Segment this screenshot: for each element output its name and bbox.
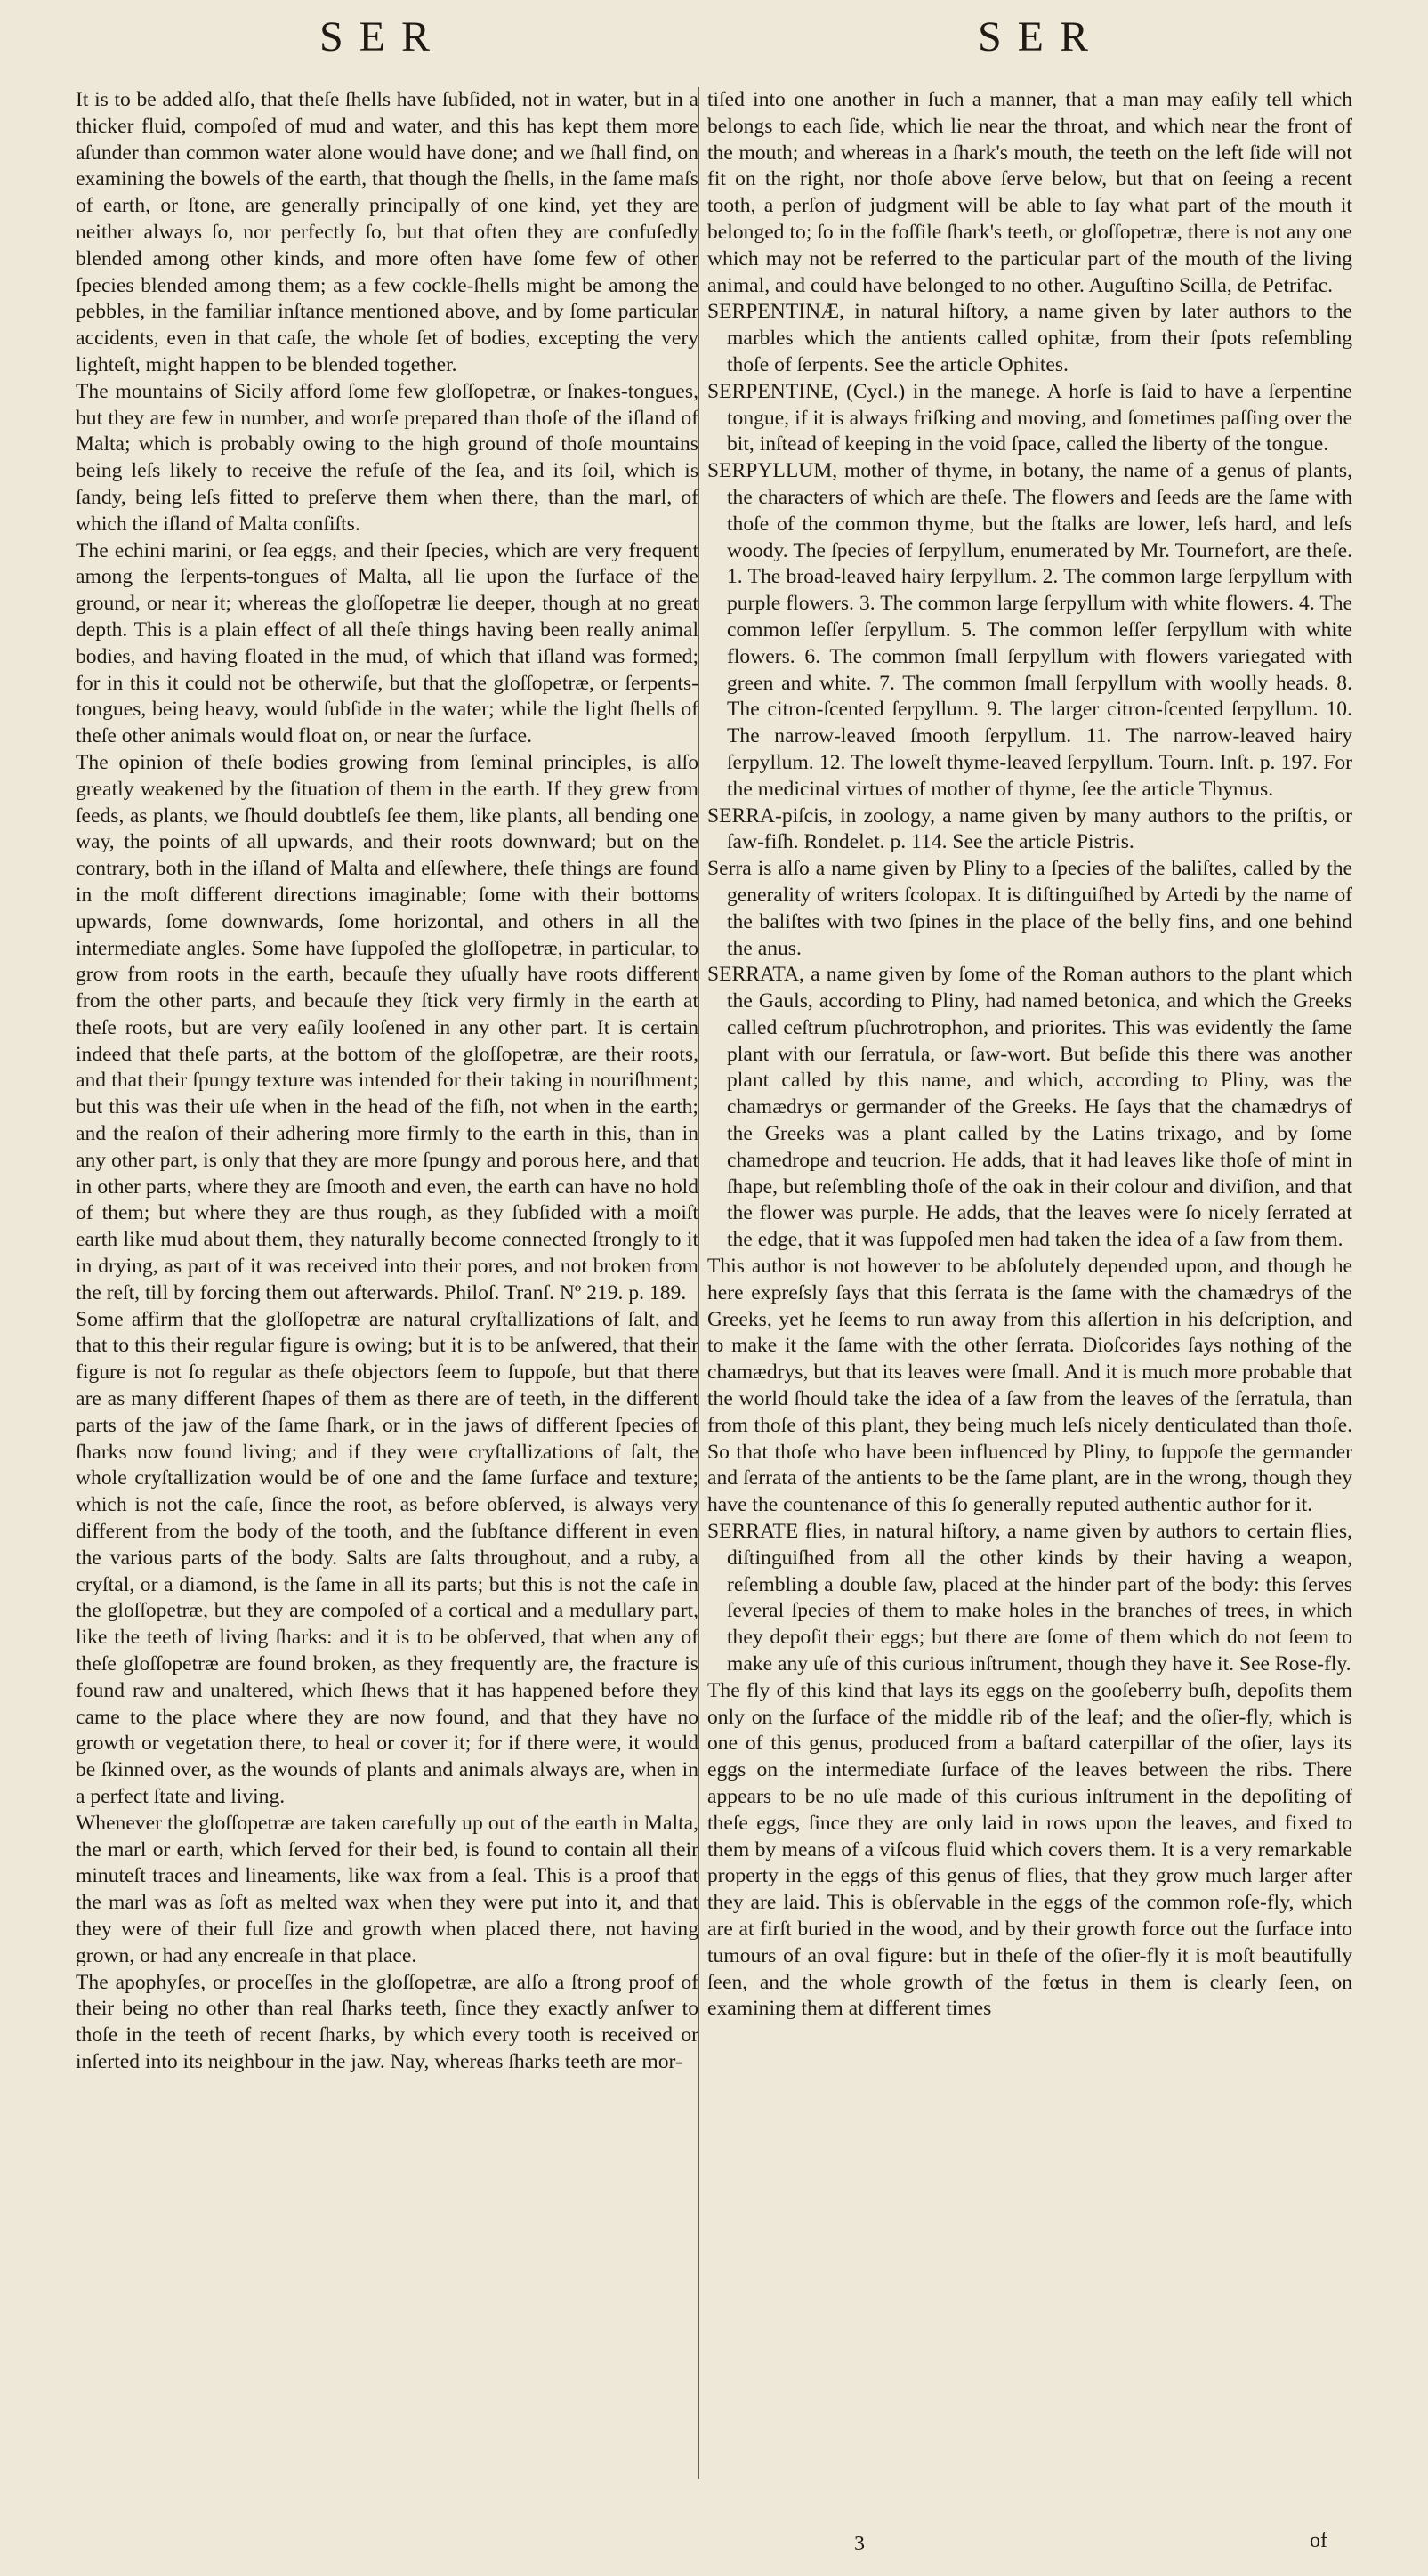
paragraph: It is to be added alſo, that theſe ſhells have ſubſided, not in water, but in a thicker fluid, compoſed of mud and water, and this has kept them more aſunder than common water alone would have done; and we ſhall find, on examining the bowels of the earth, that though the ſhells, in the ſame maſs of earth, or ſtone, are generally principally of one kind, yet they are neither always ſo, nor perfectly ſo, but that often they are confuſedly blended among other kinds, and more often have ſome few of other ſpecies blended among them; as a few cockle-ſhells might be among the pebbles, in the familiar inſtance mentioned above, and by ſome particular accidents, even in that caſe, the whole ſet of bodies, excepting the very lighteſt, might happen to be blended together. xyxy=(76,88,698,376)
entry-serrate-flies: SERRATE flies, in natural hiſtory, a name given by authors to certain flies, diſtinguiſhed from all the other kinds by their having a weapon, reſembling a double ſaw, placed at the hinder part of the body: this ſerves ſeveral ſpecies of them to make holes in the branches of trees, in which they depoſit their eggs; but there are ſome of them which do not ſeem to make any uſe of this curious inſtrument, though they have it. See Rose-fly. xyxy=(707,1520,1352,1676)
running-head-left: SER xyxy=(319,13,447,61)
entry-serrata: SERRATA, a name given by ſome of the Roman authors to the plant which the Gauls, according to Pliny, had named betonica, and which the Greeks called ceſtrum pſuchrotrophon, and priorites. This was evidently the ſame plant with our ſerratula, or ſaw-wort. But beſide this there was another plant called by this name, and which, according to Pliny, was the chamædrys or germander of the Greeks. He ſays that the chamædrys of the Greeks was a plant called by the Latins trixago, and by ſome chamedrope and teucrion. He adds, that it had leaves like thoſe of mint in ſhape, but reſembling thoſe of the oak in their colour and diviſion, and that the flower was purple. He adds, that the leaves were ſo nicely ſerrated at the edge, that it was ſuppoſed men had taken the idea of a ſaw from them. xyxy=(707,963,1352,1252)
right-column xyxy=(707,87,1352,2023)
paragraph: tiſed into one another in ſuch a manner, that a man may eaſily tell which belongs to each ſide, which lie near the throat, and which near the front of the mouth; and whereas in a ſhark's mouth, the teeth on the left ſide will not fit on the right, nor thoſe above ſerve below, but that on ſeeing a recent tooth, a perſon of judgment will be able to ſay what part of the mouth it belonged to; ſo in the foſſile ſhark's teeth, or gloſſopetræ, there is not any one which may not be referred to the particular part of the mouth of the living animal, and could have belonged to no other. Auguſtino Scilla, de Petrifac. xyxy=(707,88,1352,297)
paragraph: The apophyſes, or proceſſes in the gloſſopetræ, are alſo a ſtrong proof of their being no other than real ſharks teeth, ſince they exactly anſwer to thoſe in the teeth of recent ſharks, by which every tooth is received or inſerted into its neighbour in the jaw. Nay, whereas ſharks teeth are mor- xyxy=(76,1970,698,2073)
column-rule xyxy=(698,87,699,2479)
paragraph: Whenever the gloſſopetræ are taken carefully up out of the earth in Malta, the marl or earth, which ſerved for their bed, is found to contain all their minuteſt traces and lineaments, like wax from a ſeal. This is a proof that the marl was as ſoft as melted wax when they were put into it, and that they were of their full ſize and growth when placed there, not having grown, or had any encreaſe in that place. xyxy=(76,1811,698,1967)
entry-serpentinae: SERPENTINÆ, in natural hiſtory, a name given by later authors to the marbles which the antients called ophitæ, from their ſpots reſembling thoſe of ſerpents. See the article Ophites. xyxy=(707,300,1352,376)
entry-serpyllum: SERPYLLUM, mother of thyme, in botany, the name of a genus of plants, the characters of which are theſe. The flowers and ſeeds are the ſame with thoſe of the common thyme, but the ſtalks are lower, leſs hard, and leſs woody. The ſpecies of ſerpyllum, enumerated by Mr. Tournefort, are theſe. 1. The broad-leaved hairy ſerpyllum. 2. The common large ſerpyllum with purple flowers. 3. The common large ſerpyllum with white flowers. 4. The common leſſer ſerpyllum. 5. The common leſſer ſerpyllum with white flowers. 6. The common ſmall ſerpyllum with flowers variegated with green and white. 7. The common ſmall ſerpyllum with woolly heads. 8. The citron-ſcented ſerpyllum. 9. The larger citron-ſcented ſerpyllum. 10. The narrow-leaved ſmooth ſerpyllum. 11. The narrow-leaved hairy ſerpyllum. 12. The loweſt thyme-leaved ſerpyllum. Tourn. Inſt. p. 197. For the medicinal virtues of mother of thyme, ſee the article Thymus. xyxy=(707,459,1352,801)
entry-serpentine: SERPENTINE, (Cycl.) in the manege. A horſe is ſaid to have a ſerpentine tongue, if it is always friſking and moving, and ſometimes paſſing over the bit, inſtead of keeping in the void ſpace, called the liberty of the tongue. xyxy=(707,379,1352,456)
left-column xyxy=(76,87,698,2076)
running-head-right: SER xyxy=(977,13,1105,61)
entry-serra: Serra is alſo a name given by Pliny to a ſpecies of the baliſtes, called by the generality of writers ſcolopax. It is diſtinguiſhed by Artedi by the name of the baliſtes with two ſpines in the place of the belly fins, and one behind the anus. xyxy=(707,857,1352,960)
paragraph: The opinion of theſe bodies growing from ſeminal principles, is alſo greatly weakened by the ſituation of them in the earth. If they grew from ſeeds, as plants, we ſhould doubtleſs ſee them, like plants, all bending one way, the points of all upwards, and their roots downward; but on the contrary, both in the iſland of Malta and elſewhere, theſe things are found in the moſt different directions imaginable; ſome with their bottoms upwards, ſome downwards, ſome horizontal, and others in all the intermediate angles. Some have ſuppoſed the gloſſopetræ, in particular, to grow from roots in the earth, becauſe they uſually have roots different from the other parts, and becauſe they ſtick very firmly in the earth at theſe roots, but are very eaſily looſened in any other part. It is certain indeed that theſe parts, at the bottom of the gloſſopetræ, are their roots, and that their ſpungy texture was intended for their taking in nouriſhment; but this was their uſe when in the head of the fiſh, not when in the earth; and the reaſon of their adhering more firmly to the earth in this, than in any other part, is only that they are more ſpungy and porous here, and that in other parts, where they are ſmooth and even, the earth can have no hold of them; but where they are thus rough, as they ſubſided with a moiſt earth like mud about them, they naturally become connected ſtrongly to it in drying, as part of it was received into their pores, and not broken from the reſt, till by forcing them out afterwards. Philoſ. Tranſ. Nº 219. p. 189. xyxy=(76,750,698,1304)
catchword: of xyxy=(1310,2529,1327,2552)
paragraph: This author is not however to be abſolutely depended upon, and though he here expreſsly ſays that this ſerrata is the ſame with the chamædrys of the Greeks, yet he ſeems to run away from this aſſertion in his deſcription, and to make it the ſame with the other ſerrata. Dioſcorides ſays nothing of the chamædrys, but that its leaves were ſmall. And it is much more probable that the world ſhould take the idea of a ſaw from the leaves of the ſerratula, than from thoſe of this plant, they being much leſs nicely denticulated than thoſe. So that thoſe who have been influenced by Pliny, to ſuppoſe the germander and ſerrata of the antients to be the ſame plant, are in the wrong, though they have the countenance of this ſo generally reputed authentic author for it. xyxy=(707,1255,1352,1517)
paragraph: Some affirm that the gloſſopetræ are natural cryſtallizations of ſalt, and that to this their regular figure is owing; but it is to be anſwered, that their figure is not ſo regular as theſe objectors ſeem to ſuppoſe, but that there are as many different ſhapes of them as there are of teeth, in the different parts of the jaw of the ſame ſhark, or in the jaws of different ſpecies of ſharks now found living; and if they were cryſtallizations of ſalt, the whole cryſtallization would be of one and the ſame ſurface and texture; which is not the caſe, ſince the root, as before obſerved, is always very different from the body of the tooth, and the ſubſtance different in even the various parts of the body. Salts are ſalts throughout, and a ruby, a cryſtal, or a diamond, is the ſame in all its parts; but this is not the caſe in the gloſſopetræ, but they are compoſed of a cortical and a medullary part, like the teeth of living ſharks: and it is to be obſerved, that when any of theſe gloſſopetræ are found broken, as they frequently are, the fracture is found raw and unaltered, which ſhews that it has happened before they came to the place where they are now found, and that they have no growth or vegetation there, to heal or cover it; for if there were, it would be ſkinned over, as the wounds of plants and animals always are, when in a perfect ſtate and living. xyxy=(76,1307,698,1808)
paragraph: The echini marini, or ſea eggs, and their ſpecies, which are very frequent among the ſerpents-tongues of Malta, all lie upon the ſurface of the ground, or near it; whereas the gloſſopetræ lie deeper, though at no great depth. This is a plain effect of all theſe things having been really animal bodies, and having floated in the mud, of which that iſland was formed; for in this it could not be otherwiſe, but that the gloſſopetræ, or ſerpents-tongues, being heavy, would ſubſide in the water; while the light ſhells of theſe other animals would float on, or near the ſurface. xyxy=(76,538,698,748)
entry-serra-piscis: SERRA-piſcis, in zoology, a name given by many authors to the priſtis, or ſaw-fiſh. Rondelet. p. 114. See the article Pistris. xyxy=(707,803,1352,854)
page-folio: 3 xyxy=(854,2532,865,2556)
paragraph: The mountains of Sicily afford ſome few gloſſopetræ, or ſnakes-tongues, but they are few in number, and worſe prepared than thoſe of the iſland of Malta; which is probably owing to the high ground of thoſe mountains being leſs likely to receive the refuſe of the ſea, and its ſoil, which is ſandy, being leſs fitted to preſerve them when there, than the marl, of which the iſland of Malta conſiſts. xyxy=(76,379,698,536)
paragraph: The fly of this kind that lays its eggs on the gooſeberry buſh, depoſits them only on the ſurface of the middle rib of the leaf; and the oſier-fly, which is one of this genus, produced from a baſtard caterpillar of the oſier, lays its eggs on the intermediate ſurface of the leaves between the ribs. There appears to be no uſe made of this curious inſtrument in the depoſiting of theſe eggs, ſince they are only laid in rows upon the leaves, and fixed to them by means of a viſcous fluid which covers them. It is a very remarkable property in the eggs of this genus of flies, that they grow much larger after they are laid. This is obſervable in the eggs of the common roſe-fly, which are at firſt buried in the wood, and by their growth force out the ſurface into tumours of an oval figure: but in theſe of the oſier-fly it is moſt beautifully ſeen, and the whole growth of the fœtus in them is clearly ſeen, on examining them at different times xyxy=(707,1678,1352,2021)
